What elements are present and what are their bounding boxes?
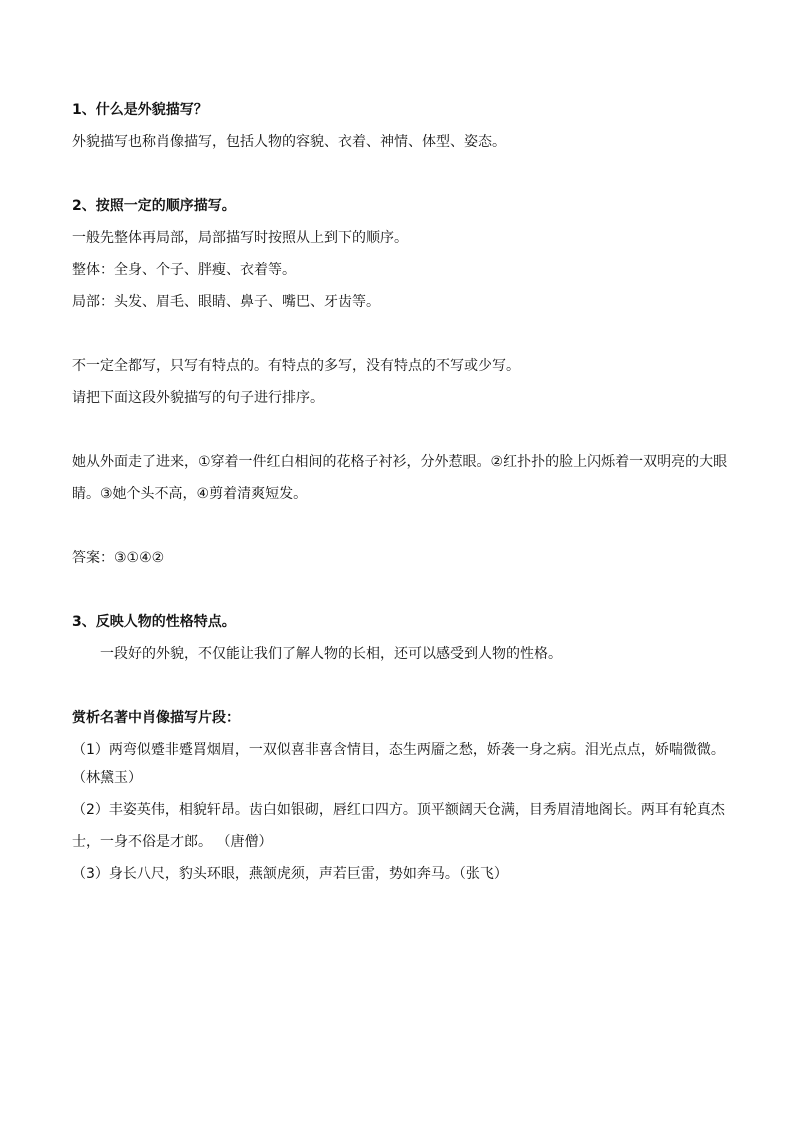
whole-text: 整体：全身、个子、胖瘦、衣着等。 bbox=[72, 262, 296, 278]
answer-text: 答案：③①④② bbox=[72, 550, 165, 566]
excerpt-2-line-1: （2）丰姿英伟，相貌轩昂。齿白如银砌，唇红口四方。顶平额阔天仓满，目秀眉清地阁长。两耳有轮真杰 bbox=[72, 802, 725, 818]
heading-order: 2、按照一定的顺序描写。 bbox=[72, 198, 236, 214]
heading-what-is-appearance: 1、什么是外貌描写？ bbox=[72, 102, 208, 118]
excerpt-1-line-2: （林黛玉） bbox=[72, 770, 142, 786]
excerpt-1-line-1: （1）两弯似蹙非蹙罥烟眉，一双似喜非喜含情目，态生两靥之愁，娇袭一身之病。泪光点点，娇喘微微。 bbox=[72, 742, 725, 758]
excerpt-2-line-2: 士，一身不俗是才郎。 （唐僧） bbox=[72, 834, 273, 850]
personality-text: 一段好的外貌，不仅能让我们了解人物的长相，还可以感受到人物的性格。 bbox=[100, 646, 562, 662]
excerpt-3-line-1: （3）身长八尺，豹头环眼，燕颔虎须，声若巨雷，势如奔马。（张飞） bbox=[72, 866, 508, 882]
definition-text: 外貌描写也称肖像描写，包括人物的容貌、衣着、神情、体型、姿态。 bbox=[72, 134, 506, 150]
exercise-paragraph-line-1: 她从外面走了进来，①穿着一件红白相间的花格子衬衫，分外惹眼。②红扑扑的脸上闪烁着一双明亮的大眼 bbox=[72, 454, 728, 470]
feature-text: 不一定全都写，只写有特点的。有特点的多写，没有特点的不写或少写。 bbox=[72, 358, 520, 374]
exercise-paragraph-line-2: 睛。③她个头不高，④剪着清爽短发。 bbox=[72, 486, 308, 502]
partial-text: 局部：头发、眉毛、眼睛、鼻子、嘴巴、牙齿等。 bbox=[72, 294, 380, 310]
order-text: 一般先整体再局部，局部描写时按照从上到下的顺序。 bbox=[72, 230, 408, 246]
heading-personality: 3、反映人物的性格特点。 bbox=[72, 614, 236, 630]
heading-appreciation: 赏析名著中肖像描写片段： bbox=[72, 710, 240, 726]
instruction-text: 请把下面这段外貌描写的句子进行排序。 bbox=[72, 390, 324, 406]
